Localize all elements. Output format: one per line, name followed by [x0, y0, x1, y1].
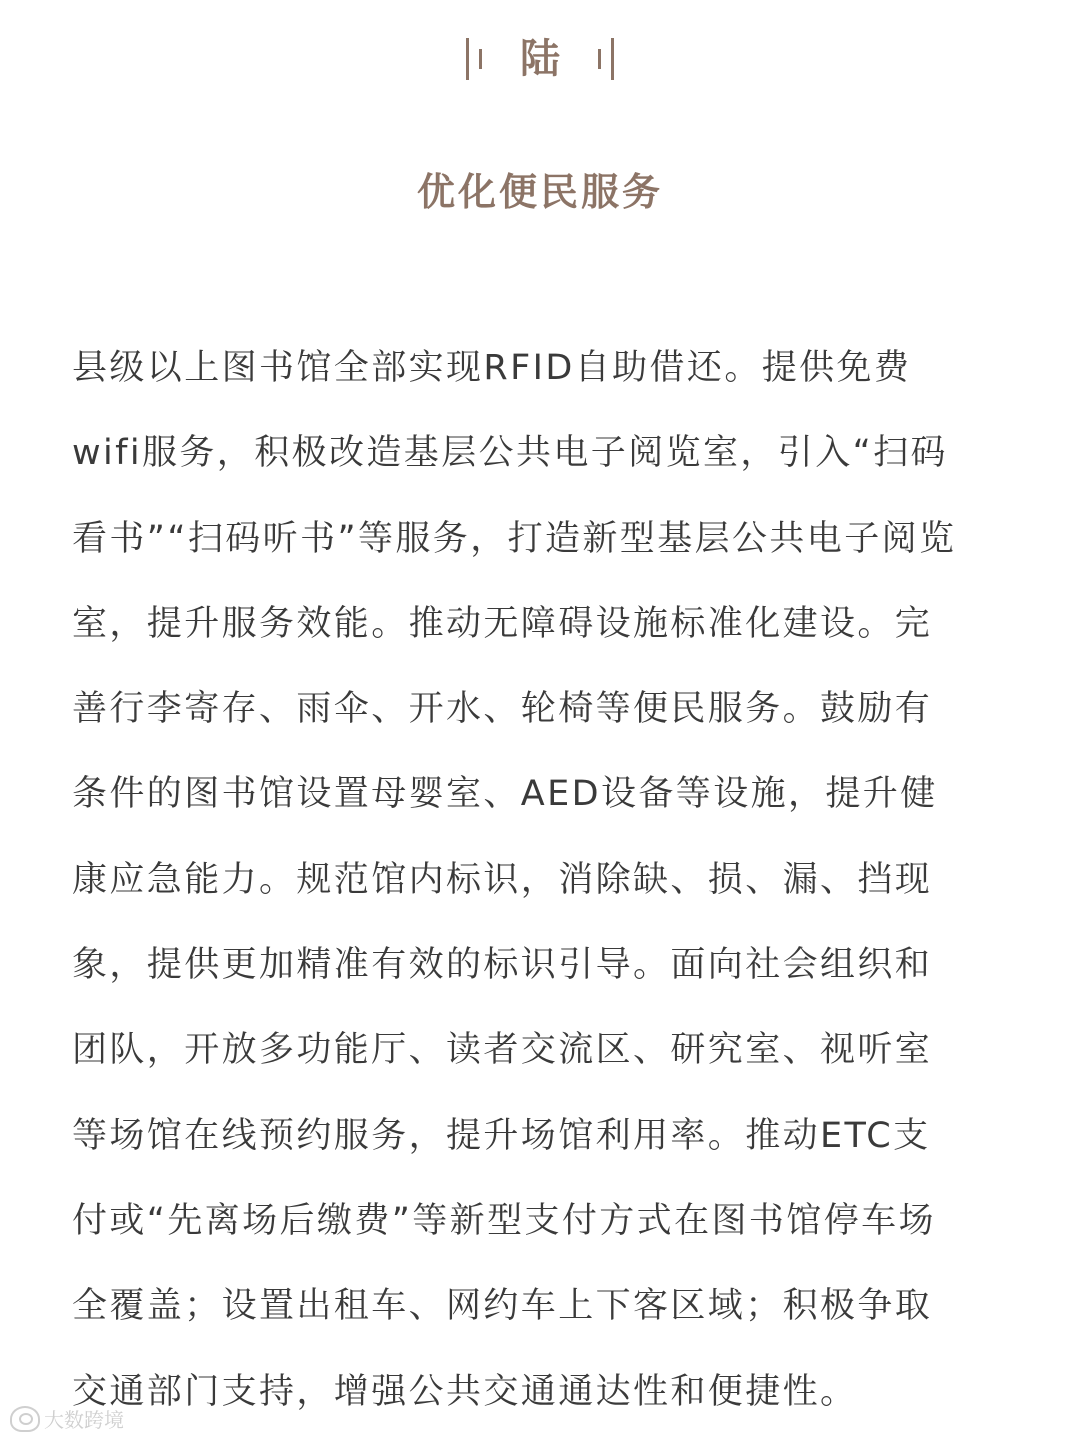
body-line: 善行李寄存、雨伞、开水、轮椅等便民服务。鼓励有 — [72, 689, 933, 730]
body-line: 团队，开放多功能厅、读者交流区、研究室、视听室 — [72, 1030, 933, 1071]
body-line: 康应急能力。规范馆内标识，消除缺、损、漏、挡现 — [72, 859, 933, 900]
body-line: 象，提供更加精准有效的标识引导。面向社会组织和 — [72, 945, 933, 986]
left-inner-bar — [479, 49, 482, 69]
right-outer-bar — [611, 38, 614, 80]
body-line: 等场馆在线预约服务，提升场馆利用率。推动ETC支 — [72, 1115, 931, 1156]
body-line: 县级以上图书馆全部实现RFID自助借还。提供免费 — [72, 348, 912, 388]
section-numeral: 陆 — [520, 36, 560, 82]
body-line: 条件的图书馆设置母婴室、AED设备等设施，提升健 — [72, 774, 938, 815]
body-line: wifi服务，积极改造基层公共电子阅览室，引入“扫码 — [72, 433, 948, 474]
section-number-header — [0, 34, 1080, 84]
right-inner-bar — [598, 49, 601, 69]
body-line: 付或“先离场后缴费”等新型支付方式在图书馆停车场 — [72, 1200, 936, 1241]
body-paragraph — [72, 326, 1008, 1435]
watermark — [10, 1404, 124, 1433]
watermark-text: 大数跨境 — [44, 1408, 124, 1432]
body-line: 交通部门支持，增强公共交通通达性和便捷性。 — [72, 1371, 858, 1412]
dashu-logo-icon — [10, 1406, 40, 1432]
left-outer-bar — [466, 38, 469, 80]
section-title: 优化便民服务 — [416, 170, 663, 214]
body-line: 室，提升服务效能。推动无障碍设施标准化建设。完 — [72, 603, 933, 644]
body-line: 全覆盖；设置出租车、网约车上下客区域；积极争取 — [72, 1286, 933, 1327]
body-line: 看书”“扫码听书”等服务，打造新型基层公共电子阅览 — [72, 518, 957, 559]
